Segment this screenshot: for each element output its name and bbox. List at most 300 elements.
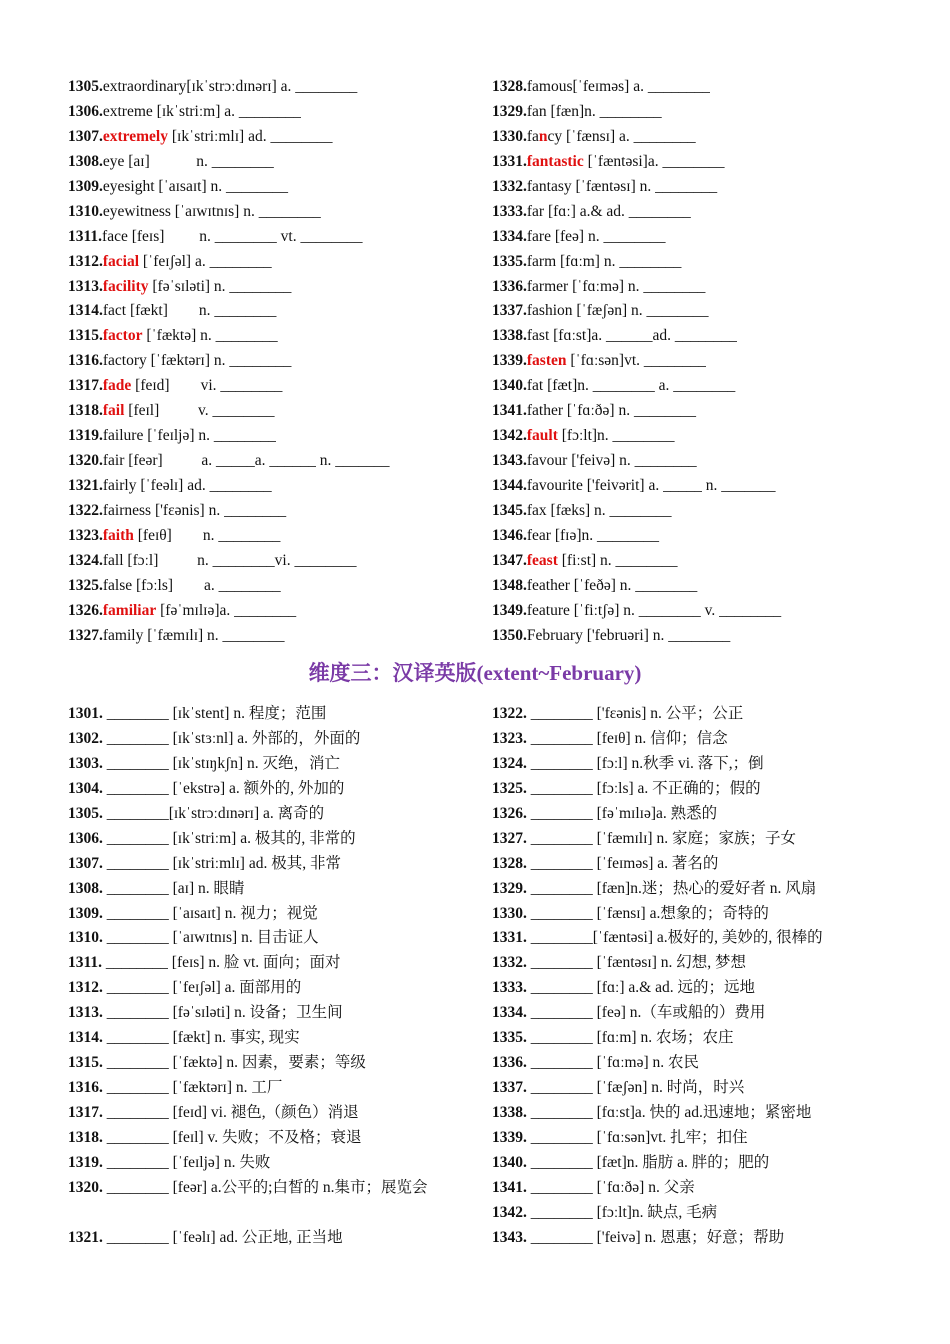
entry-number: 1339. bbox=[492, 352, 527, 370]
vocab-entry bbox=[492, 150, 912, 175]
entry-detail: ________ [ˈfeɪʃəl] a. 面部用的 bbox=[102, 979, 302, 997]
entry-number: 1334. bbox=[492, 1004, 527, 1022]
vocab-entry bbox=[68, 374, 488, 399]
entry-word-highlight: factor bbox=[102, 327, 143, 345]
entry-detail: ________ [ˈfeɪljə] n. 失败 bbox=[102, 1153, 271, 1171]
entry-number: 1324. bbox=[492, 754, 527, 772]
entry-word: eyesight bbox=[102, 177, 155, 195]
vocab-entry bbox=[68, 150, 488, 175]
entry-word: farm bbox=[526, 252, 557, 270]
entry-number: 1318. bbox=[68, 402, 103, 420]
entry-detail: [ˈfæmɪlɪ] n. ________ bbox=[143, 626, 285, 644]
entry-number: 1342. bbox=[492, 427, 527, 445]
entry-detail: ________ ['fɛənis] n. 公平；公正 bbox=[526, 705, 744, 722]
entry-detail: [ˈfæktərɪ] n. ________ bbox=[146, 352, 292, 370]
vocab-entry bbox=[492, 100, 912, 125]
entry-number: 1319. bbox=[68, 1153, 103, 1171]
entry-word-highlight: fault bbox=[526, 427, 558, 445]
vocab-entry bbox=[68, 1076, 488, 1101]
vocab-entry bbox=[68, 399, 488, 424]
vocab-entry bbox=[68, 877, 488, 902]
entry-number: 1320. bbox=[68, 452, 103, 470]
entry-detail: [ˈfeɪljə] n. ________ bbox=[143, 427, 276, 445]
entry-number: 1336. bbox=[492, 277, 527, 295]
entry-detail: [aɪ] n. ________ bbox=[124, 152, 274, 170]
entry-number: 1330. bbox=[492, 127, 527, 145]
entry-number: 1344. bbox=[492, 477, 527, 494]
entry-number: 1322. bbox=[68, 501, 103, 519]
entry-detail: [ˈfæntəsi]a. ________ bbox=[583, 152, 725, 170]
vocab-entry bbox=[68, 75, 488, 100]
vocab-entry bbox=[492, 499, 912, 524]
entry-detail: [fæn]n. ________ bbox=[546, 102, 662, 120]
entry-detail: [ˈfæntəsɪ] n. ________ bbox=[571, 177, 718, 195]
entry-number: 1317. bbox=[68, 1104, 103, 1121]
entry-detail: ________ [feɪl] v. 失败；不及格；衰退 bbox=[102, 1128, 362, 1146]
entry-detail: ________ [ɪkˈstriːm] a. 极其的, 非常的 bbox=[102, 829, 356, 847]
entry-number: 1318. bbox=[68, 1128, 103, 1146]
vocab-entry bbox=[492, 1076, 912, 1101]
entry-number: 1313. bbox=[68, 1004, 103, 1022]
entry-number: 1328. bbox=[492, 78, 527, 95]
bottom-left-column bbox=[68, 702, 488, 1251]
vocab-entry bbox=[492, 1201, 912, 1226]
vocab-entry bbox=[68, 1026, 488, 1051]
entry-detail: cy [ˈfænsɪ] a. ________ bbox=[547, 127, 696, 145]
entry-word: fast bbox=[526, 327, 550, 345]
entry-word: fare bbox=[526, 227, 551, 245]
vocab-entry bbox=[492, 1151, 912, 1176]
entry-word-highlight: facility bbox=[102, 277, 149, 295]
entry-word: fashion bbox=[526, 302, 573, 320]
vocab-entry bbox=[492, 449, 912, 474]
entry-word-highlight: fasten bbox=[526, 352, 567, 370]
entry-word: feature bbox=[526, 601, 570, 619]
entry-word: eye bbox=[102, 152, 125, 170]
entry-detail: [feɪs] n. ________ vt. ________ bbox=[127, 227, 363, 245]
entry-number: 1312. bbox=[68, 252, 103, 270]
entry-number: 1324. bbox=[68, 551, 103, 569]
entry-number: 1334. bbox=[492, 227, 527, 245]
vocab-entry bbox=[68, 1226, 488, 1251]
entry-number: 1316. bbox=[68, 352, 103, 370]
entry-detail: ________ [ˈaɪsaɪt] n. 视力；视觉 bbox=[102, 904, 318, 922]
vocab-entry bbox=[492, 1226, 912, 1251]
entry-number: 1311. bbox=[68, 954, 103, 972]
entry-word: fact bbox=[102, 302, 127, 320]
entry-detail: ________ [fɔːlt]n. 缺点, 毛病 bbox=[526, 1203, 718, 1221]
vocab-entry bbox=[492, 752, 912, 777]
entry-detail: ________ [ˈfeɪməs] a. 著名的 bbox=[526, 854, 719, 872]
entry-number: 1332. bbox=[492, 954, 527, 972]
vocab-entry bbox=[492, 225, 912, 250]
entry-number: 1341. bbox=[492, 1178, 527, 1196]
vocab-entry bbox=[492, 902, 912, 927]
entry-detail: [fəˈmɪlɪə]a. ________ bbox=[156, 601, 297, 619]
entry-detail: ________ [ˈfɑːmə] n. 农民 bbox=[526, 1054, 699, 1072]
entry-detail: ['februəri] n. ________ bbox=[582, 626, 731, 644]
vocab-entry bbox=[492, 324, 912, 349]
vocab-entry bbox=[68, 1151, 488, 1176]
entry-word-highlight: familiar bbox=[102, 601, 157, 619]
entry-number: 1322. bbox=[492, 705, 527, 722]
entry-word: face bbox=[102, 227, 128, 245]
entry-word: fairness bbox=[102, 501, 152, 519]
entry-word: favourite bbox=[526, 477, 583, 494]
vocab-entry bbox=[492, 1026, 912, 1051]
entry-word-highlight: n bbox=[538, 127, 548, 145]
vocab-entry bbox=[68, 827, 488, 852]
entry-word: false bbox=[102, 576, 133, 594]
entry-detail: [ˈfeɪməs] a. ________ bbox=[572, 78, 710, 95]
entry-detail: ________ [ɪkˈstriːmlɪ] ad. 极其, 非常 bbox=[102, 854, 341, 872]
vocab-entry bbox=[492, 549, 912, 574]
entry-number: 1307. bbox=[68, 854, 103, 872]
entry-number: 1302. bbox=[68, 729, 103, 747]
vocab-entry bbox=[492, 777, 912, 802]
entry-word-highlight: feast bbox=[526, 551, 558, 569]
vocab-entry bbox=[68, 1001, 488, 1026]
vocab-entry bbox=[68, 1051, 488, 1076]
entry-detail: ________[ˈfæntəsi] a.极好的, 美妙的, 很棒的 bbox=[526, 929, 823, 947]
vocab-entry bbox=[68, 802, 488, 827]
vocab-entry bbox=[492, 1101, 912, 1126]
vocab-entry bbox=[68, 324, 488, 349]
entry-detail: [ˈfɑːsən]vt. ________ bbox=[566, 352, 706, 370]
entry-word: extreme bbox=[102, 102, 153, 120]
entry-detail: ________ [feə] n.（车或船的）费用 bbox=[526, 1004, 766, 1022]
entry-word: father bbox=[526, 402, 564, 420]
entry-word-highlight: fantastic bbox=[526, 152, 584, 170]
entry-detail: ________ [ˈfæktə] n. 因素，要素；等级 bbox=[102, 1054, 366, 1072]
bottom-right-column bbox=[492, 702, 912, 1251]
vocab-entry bbox=[492, 827, 912, 852]
entry-number: 1323. bbox=[492, 729, 527, 747]
top-right-column bbox=[492, 75, 912, 649]
entry-detail: ________ [ˈfɑːsən]vt. 扎牢；扣住 bbox=[526, 1128, 748, 1146]
entry-number: 1306. bbox=[68, 102, 103, 120]
entry-number: 1306. bbox=[68, 829, 103, 847]
entry-detail: [ˈfeðə] n. ________ bbox=[569, 576, 698, 594]
vocab-entry bbox=[492, 374, 912, 399]
entry-detail: ________ [fɑːst]a. 快的 ad.迅速地；紧密地 bbox=[526, 1104, 812, 1121]
entry-detail: [ɪkˈstriːm] a. ________ bbox=[152, 102, 301, 120]
entry-word: famous bbox=[526, 78, 573, 95]
entry-number: 1337. bbox=[492, 302, 527, 320]
entry-number: 1329. bbox=[492, 879, 527, 897]
vocab-entry bbox=[492, 424, 912, 449]
vocab-entry bbox=[68, 1176, 463, 1226]
entry-detail: ________ ['feivə] n. 恩惠；好意；帮助 bbox=[526, 1228, 785, 1246]
vocab-entry bbox=[68, 852, 488, 877]
entry-detail: [fɑːm] n. ________ bbox=[556, 252, 682, 270]
entry-detail: ________ [fɑːm] n. 农场；农庄 bbox=[526, 1029, 734, 1047]
entry-detail: ________ [ˈfeəlɪ] ad. 公正地, 正当地 bbox=[102, 1228, 343, 1246]
entry-number: 1308. bbox=[68, 879, 103, 897]
vocab-entry bbox=[68, 624, 488, 649]
vocab-entry bbox=[492, 1051, 912, 1076]
entry-word: failure bbox=[102, 427, 144, 445]
vocab-entry bbox=[68, 902, 488, 927]
entry-number: 1338. bbox=[492, 327, 527, 345]
entry-number: 1338. bbox=[492, 1104, 527, 1121]
entry-word-highlight: facial bbox=[102, 252, 140, 270]
entry-word: far bbox=[526, 202, 545, 220]
entry-detail: [fiːst] n. ________ bbox=[557, 551, 678, 569]
entry-number: 1336. bbox=[492, 1054, 527, 1072]
vocab-entry bbox=[68, 976, 488, 1001]
vocab-entry bbox=[68, 474, 488, 499]
vocab-entry bbox=[492, 275, 912, 300]
entry-detail: [ˈfɑːmə] n. ________ bbox=[568, 277, 706, 295]
entry-detail: ________ [ˈaɪwɪtnɪs] n. 目击证人 bbox=[102, 929, 319, 947]
entry-number: 1325. bbox=[68, 576, 103, 594]
entry-number: 1335. bbox=[492, 1029, 527, 1047]
vocab-entry bbox=[68, 424, 488, 449]
entry-detail: ________[ɪkˈstrɔːdɪnərɪ] a. 离奇的 bbox=[102, 804, 325, 822]
entry-number: 1331. bbox=[492, 152, 527, 170]
entry-detail: [fɪə]n. ________ bbox=[550, 526, 660, 544]
entry-word: fan bbox=[526, 102, 547, 120]
vocab-entry bbox=[492, 399, 912, 424]
entry-number: 1326. bbox=[492, 804, 527, 822]
vocab-entry bbox=[492, 574, 912, 599]
vocab-entry bbox=[492, 200, 912, 225]
entry-detail: [fæt]n. ________ a. ________ bbox=[543, 377, 736, 395]
entry-detail: [fəˈsɪləti] n. ________ bbox=[148, 277, 292, 295]
entry-detail: [ˈfiːtʃə] n. ________ v. ________ bbox=[569, 601, 782, 619]
entry-detail: [ˈaɪwɪtnɪs] n. ________ bbox=[170, 202, 321, 220]
entry-detail: ['fɛənis] n. ________ bbox=[151, 501, 287, 519]
vocab-entry bbox=[492, 951, 912, 976]
vocab-entry bbox=[68, 777, 488, 802]
vocab-entry bbox=[68, 100, 488, 125]
entry-number: 1319. bbox=[68, 427, 103, 445]
entry-number: 1303. bbox=[68, 754, 103, 772]
vocab-entry bbox=[68, 499, 488, 524]
entry-number: 1346. bbox=[492, 526, 527, 544]
entry-number: 1345. bbox=[492, 501, 527, 519]
entry-number: 1347. bbox=[492, 551, 527, 569]
vocab-entry bbox=[492, 75, 912, 100]
entry-detail: ________ [fɔːls] a. 不正确的；假的 bbox=[526, 779, 761, 797]
entry-number: 1327. bbox=[68, 626, 103, 644]
entry-number: 1332. bbox=[492, 177, 527, 195]
vocab-entry bbox=[68, 1126, 488, 1151]
entry-word: eyewitness bbox=[102, 202, 171, 220]
vocab-entry bbox=[492, 299, 912, 324]
entry-number: 1327. bbox=[492, 829, 527, 847]
entry-detail: ________ [fæt]n. 脂肪 a. 胖的；肥的 bbox=[526, 1153, 770, 1171]
entry-number: 1321. bbox=[68, 1228, 103, 1246]
entry-number: 1343. bbox=[492, 1228, 527, 1246]
entry-word: fair bbox=[102, 452, 125, 470]
entry-detail: [ˈfeɪʃəl] a. ________ bbox=[139, 252, 272, 270]
entry-detail: ________ [fæn]n.迷；热心的爱好者 n. 风扇 bbox=[526, 879, 817, 897]
entry-word: favour bbox=[526, 452, 568, 470]
entry-detail: ________ [fəˈsɪləti] n. 设备；卫生间 bbox=[102, 1004, 343, 1022]
entry-word-highlight: fade bbox=[102, 377, 132, 395]
entry-detail: ________ [fækt] n. 事实, 现实 bbox=[102, 1029, 300, 1047]
entry-detail: [fɔːl] n. ________vi. ________ bbox=[123, 551, 357, 569]
entry-word: fantasy bbox=[526, 177, 572, 195]
vocab-entry bbox=[492, 624, 912, 649]
vocab-entry bbox=[492, 1176, 912, 1201]
entry-detail: ________ [ˈfæmɪlɪ] n. 家庭；家族；子女 bbox=[526, 829, 796, 847]
entry-detail: [ˈfæʃən] n. ________ bbox=[572, 302, 709, 320]
entry-word-highlight: faith bbox=[102, 526, 134, 544]
entry-number: 1333. bbox=[492, 979, 527, 997]
vocab-entry bbox=[492, 727, 912, 752]
entry-detail: [fɔːls] a. ________ bbox=[132, 576, 281, 594]
entry-detail: ________ [fɑː] a.& ad. 远的；远地 bbox=[526, 979, 755, 997]
entry-detail: [feər] a. _____a. ______ n. _______ bbox=[124, 452, 390, 470]
entry-number: 1304. bbox=[68, 779, 103, 797]
vocab-entry bbox=[492, 125, 912, 150]
vocab-entry bbox=[492, 250, 912, 275]
vocab-entry bbox=[492, 976, 912, 1001]
entry-detail: [ˈaɪsaɪt] n. ________ bbox=[154, 177, 288, 195]
entry-word: extraordinary bbox=[102, 78, 187, 95]
entry-detail: ________ [ˈfænsɪ] a.想象的；奇特的 bbox=[526, 904, 769, 922]
entry-number: 1315. bbox=[68, 1054, 103, 1072]
entry-number: 1329. bbox=[492, 102, 527, 120]
vocab-entry bbox=[68, 599, 488, 624]
entry-number: 1340. bbox=[492, 1153, 527, 1171]
entry-number: 1312. bbox=[68, 979, 103, 997]
entry-number: 1314. bbox=[68, 302, 103, 320]
entry-detail: ________ [aɪ] n. 眼睛 bbox=[102, 879, 245, 897]
vocab-entry bbox=[68, 951, 488, 976]
entry-word: feather bbox=[526, 576, 570, 594]
vocab-entry bbox=[492, 802, 912, 827]
entry-detail: [fɔːlt]n. ________ bbox=[557, 427, 675, 445]
entry-word: farmer bbox=[526, 277, 569, 295]
entry-word-highlight: fail bbox=[102, 402, 125, 420]
entry-number: 1320. bbox=[68, 1178, 103, 1196]
entry-number: 1337. bbox=[492, 1079, 527, 1097]
entry-detail: ________ [feɪs] n. 脸 vt. 面向；面对 bbox=[102, 954, 341, 972]
vocab-entry bbox=[68, 225, 488, 250]
entry-detail: [ɪkˈstrɔːdɪnərɪ] a. ________ bbox=[186, 78, 358, 95]
entry-number: 1342. bbox=[492, 1203, 527, 1221]
entry-number: 1331. bbox=[492, 929, 527, 947]
entry-number: 1313. bbox=[68, 277, 103, 295]
entry-detail: ________ [ˈfæntəsɪ] n. 幻想, 梦想 bbox=[526, 954, 747, 972]
entry-number: 1349. bbox=[492, 601, 527, 619]
vocab-entry bbox=[68, 727, 488, 752]
entry-detail: [fæks] n. ________ bbox=[546, 501, 672, 519]
entry-number: 1341. bbox=[492, 402, 527, 420]
vocab-entry bbox=[492, 852, 912, 877]
vocab-entry bbox=[492, 926, 912, 951]
entry-word: family bbox=[102, 626, 144, 644]
entry-detail: ________ [ˈfæktərɪ] n. 工厂 bbox=[102, 1079, 283, 1097]
entry-detail: ________ [ɪkˈstent] n. 程度；范围 bbox=[102, 705, 327, 722]
entry-detail: [feɪθ] n. ________ bbox=[133, 526, 281, 544]
entry-word: fa bbox=[526, 127, 539, 145]
entry-number: 1321. bbox=[68, 477, 103, 494]
vocab-entry bbox=[68, 926, 488, 951]
entry-word: fax bbox=[526, 501, 547, 519]
entry-number: 1328. bbox=[492, 854, 527, 872]
entry-word: fairly bbox=[102, 477, 137, 494]
entry-detail: ________ [ˈfæʃən] n. 时尚，时兴 bbox=[526, 1079, 745, 1097]
entry-detail: [feɪl] v. ________ bbox=[124, 402, 275, 420]
entry-detail: ________ [feɪd] vi. 褪色,（颜色）消退 bbox=[102, 1104, 359, 1121]
entry-number: 1333. bbox=[492, 202, 527, 220]
entry-detail: [ɪkˈstriːmlɪ] ad. ________ bbox=[168, 127, 333, 145]
entry-number: 1339. bbox=[492, 1128, 527, 1146]
vocab-entry bbox=[68, 1101, 488, 1126]
vocab-entry bbox=[492, 877, 912, 902]
entry-number: 1309. bbox=[68, 177, 103, 195]
entry-word: fear bbox=[526, 526, 551, 544]
vocab-entry bbox=[68, 175, 488, 200]
entry-number: 1308. bbox=[68, 152, 103, 170]
vocab-entry bbox=[68, 524, 488, 549]
entry-number: 1325. bbox=[492, 779, 527, 797]
entry-word: fat bbox=[526, 377, 544, 395]
vocab-entry bbox=[68, 275, 488, 300]
entry-number: 1314. bbox=[68, 1029, 103, 1047]
vocab-entry bbox=[492, 524, 912, 549]
entry-detail: ________ [feər] a.公平的;白皙的 n.集市；展览会 bbox=[102, 1178, 428, 1196]
vocab-entry bbox=[492, 1126, 912, 1151]
entry-number: 1311. bbox=[68, 227, 103, 245]
entry-number: 1310. bbox=[68, 202, 103, 220]
vocab-entry bbox=[492, 702, 912, 727]
entry-number: 1309. bbox=[68, 904, 103, 922]
vocab-entry bbox=[492, 474, 912, 499]
vocab-entry bbox=[68, 125, 488, 150]
entry-detail: ________ [fɔːl] n.秋季 vi. 落下,；倒 bbox=[526, 754, 764, 772]
entry-number: 1323. bbox=[68, 526, 103, 544]
section-title: 维度三：汉译英版(extent~February) bbox=[308, 661, 642, 685]
vocab-entry bbox=[68, 549, 488, 574]
vocab-entry bbox=[68, 702, 488, 727]
entry-number: 1301. bbox=[68, 705, 103, 722]
entry-number: 1348. bbox=[492, 576, 527, 594]
entry-detail: [ˈfeəlɪ] ad. ________ bbox=[136, 477, 272, 494]
vocab-entry bbox=[68, 299, 488, 324]
entry-number: 1343. bbox=[492, 452, 527, 470]
entry-number: 1305. bbox=[68, 804, 103, 822]
entry-number: 1307. bbox=[68, 127, 103, 145]
entry-detail: [fɑː] a.& ad. ________ bbox=[544, 202, 691, 220]
entry-number: 1316. bbox=[68, 1079, 103, 1097]
entry-number: 1310. bbox=[68, 929, 103, 947]
vocab-entry bbox=[492, 1001, 912, 1026]
vocab-entry bbox=[68, 752, 488, 777]
entry-word: February bbox=[526, 626, 583, 644]
entry-number: 1350. bbox=[492, 626, 527, 644]
top-left-column bbox=[68, 75, 488, 649]
vocab-entry bbox=[68, 449, 488, 474]
entry-word: fall bbox=[102, 551, 124, 569]
entry-number: 1335. bbox=[492, 252, 527, 270]
entry-word-highlight: extremely bbox=[102, 127, 168, 145]
entry-word: factory bbox=[102, 352, 147, 370]
entry-number: 1317. bbox=[68, 377, 103, 395]
entry-detail: [feə] n. ________ bbox=[550, 227, 666, 245]
vocab-entry bbox=[68, 349, 488, 374]
entry-detail: [fɑːst]a. ______ad. ________ bbox=[549, 327, 737, 345]
entry-detail: ________ [fəˈmɪlɪə]a. 熟悉的 bbox=[526, 804, 718, 822]
entry-number: 1315. bbox=[68, 327, 103, 345]
entry-detail: [ˈfɑːðə] n. ________ bbox=[563, 402, 696, 420]
entry-detail: [fækt] n. ________ bbox=[126, 302, 277, 320]
